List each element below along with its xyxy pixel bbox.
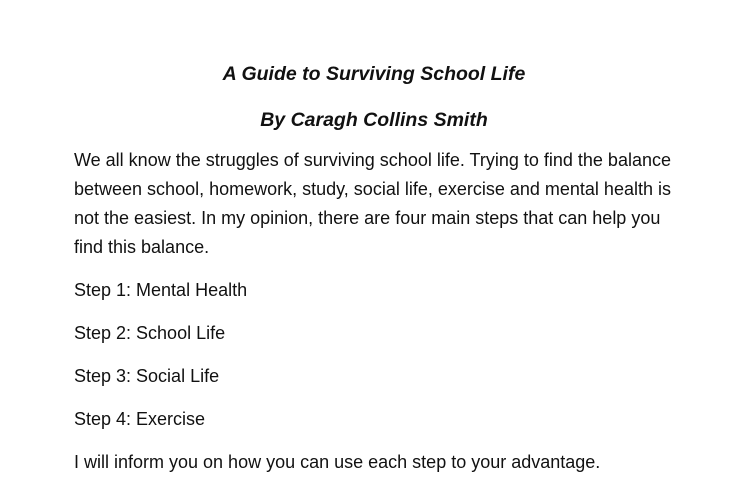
closing-paragraph: I will inform you on how you can use each step to your advantage. [74, 452, 601, 472]
step-1: Step 1: Mental Health [74, 280, 248, 300]
step-4: Step 4: Exercise [74, 409, 206, 429]
document-page [74, 60, 674, 477]
document-author: By Caragh Collins Smith [260, 109, 488, 131]
step-3: Step 3: Social Life [74, 366, 220, 386]
step-2: Step 2: School Life [74, 323, 226, 343]
intro-paragraph: We all know the struggles of surviving school life. Trying to find the balance between school, homework, study, social life, exercise and mental health is not the easiest. In my opinion, there are four main steps that can help you find this balance. [74, 150, 671, 257]
document-title: A Guide to Surviving School Life [222, 63, 526, 85]
